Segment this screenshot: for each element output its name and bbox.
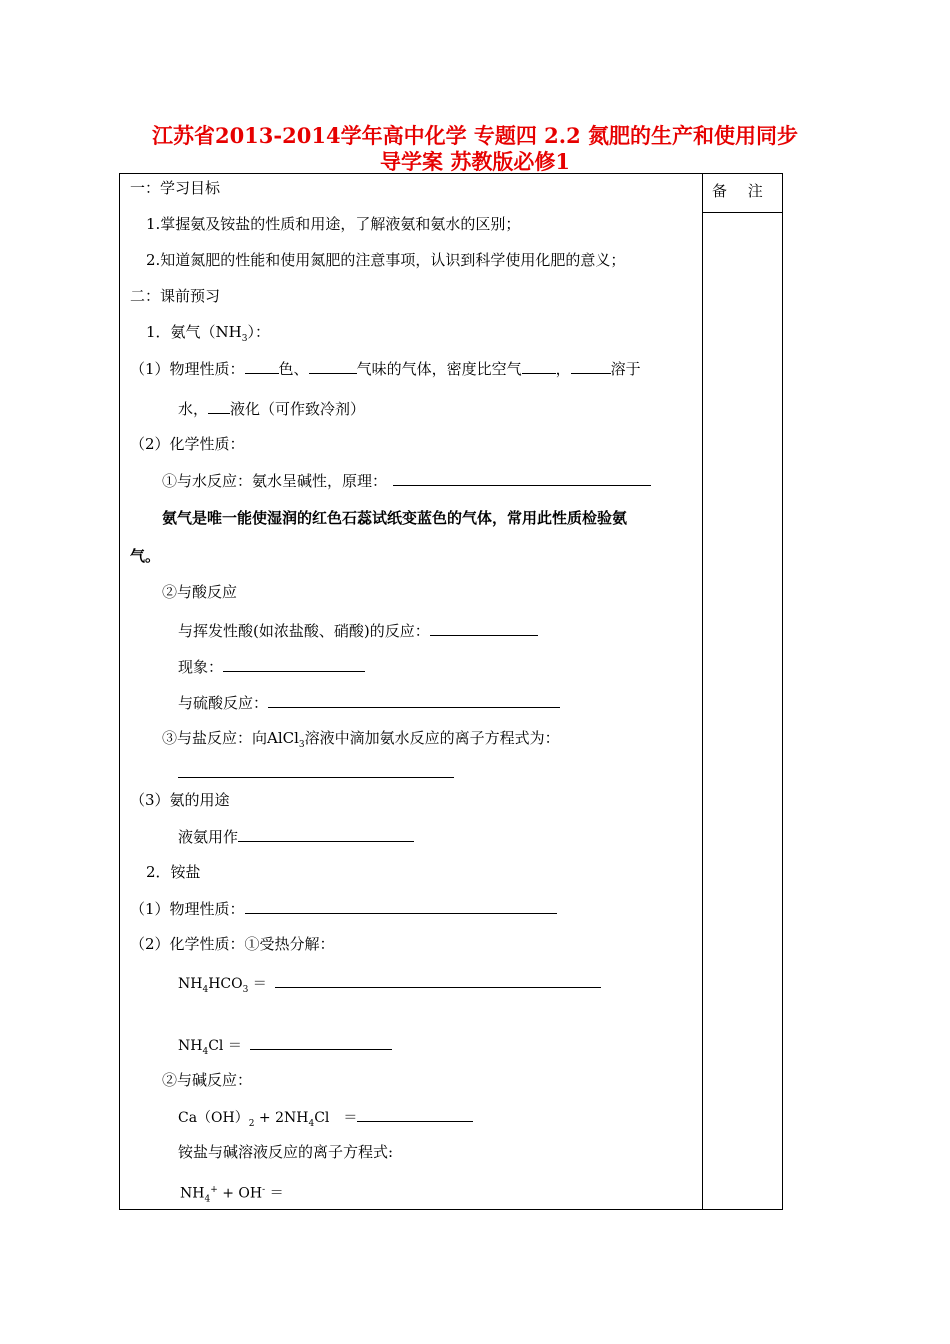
notes-column-divider [702, 173, 703, 1210]
nh4hco3-sub2: 3 [242, 984, 249, 995]
nh4cl-a: NH [178, 1038, 203, 1054]
nh4hco3-b: HCO [208, 976, 243, 992]
water-reaction-blank[interactable] [393, 470, 651, 486]
color-blank[interactable] [245, 358, 279, 374]
ionic-equation [180, 1180, 284, 1209]
ammonia-heading-pre: 1．氨气（NH [146, 323, 242, 341]
ammonium-physical-blank[interactable] [245, 898, 557, 914]
notes-column-header: 备 注 [712, 182, 771, 200]
document-title-line2: 导学案 苏教版必修1 [380, 149, 570, 174]
ammonia-uses-heading: （3）氨的用途 [130, 791, 230, 809]
nh4hco3-equation [178, 972, 601, 1000]
ion-sub: 4 [204, 1194, 211, 1205]
nh4hco3-a: NH [178, 976, 203, 992]
ion-c: ＝ [265, 1185, 284, 1202]
physical-properties-line [130, 358, 641, 379]
ion-b: + OH [217, 1185, 263, 1202]
caoh-sub: 2 [248, 1118, 255, 1129]
chemical-properties-heading: （2）化学性质： [130, 435, 245, 453]
phys-text-1: 色、 [278, 360, 309, 378]
solubility-blank[interactable] [571, 358, 611, 374]
liquid-ammonia-blank[interactable] [238, 826, 414, 842]
odor-blank[interactable] [309, 358, 357, 374]
caoh-sub2: 4 [308, 1118, 315, 1129]
physical-properties-line2 [178, 398, 365, 419]
physical-properties-label: （1）物理性质： [130, 360, 245, 378]
liquid-ammonia-line [178, 826, 414, 847]
nh4cl-b: Cl ＝ [208, 1038, 247, 1054]
notes-header-separator [702, 212, 783, 213]
phenomenon-label: 现象： [178, 658, 224, 676]
nh4hco3-blank[interactable] [275, 972, 601, 988]
phenomenon-blank[interactable] [223, 656, 365, 672]
salt-reaction-blank[interactable] [178, 762, 454, 778]
volatile-acid-line [178, 620, 538, 641]
phys-text-2: 气味的气体，密度比空气 [356, 360, 522, 378]
volatile-acid-label: 与挥发性酸(如浓盐酸、硝酸)的反应： [178, 622, 430, 640]
phenomenon-line [178, 656, 365, 677]
objective-item-2: 2.知道氮肥的性能和使用氮肥的注意事项，认识到科学使用化肥的意义； [146, 251, 626, 269]
document-title-line1: 江苏省2013-2014学年高中化学 专题四 2.2 氮肥的生产和使用同步 [151, 123, 799, 148]
liquid-ammonia-label: 液氨用作 [178, 828, 239, 846]
ammonium-salts-heading: 2．铵盐 [146, 863, 201, 881]
section-preview-heading: 二：课前预习 [130, 287, 221, 305]
ion-sup1: + [210, 1185, 218, 1195]
bold-note-line2: 气。 [130, 547, 161, 565]
nh4hco3-sub1: 4 [202, 984, 209, 995]
ammonium-physical-line [130, 898, 557, 919]
ion-sup2: - [262, 1185, 266, 1195]
acid-reaction-heading: ②与酸反应 [162, 583, 238, 601]
phys-line2-a: 水， [178, 400, 209, 418]
phys-line2-b: 液化（可作致冷剂） [230, 400, 366, 418]
sulfuric-acid-label: 与硫酸反应： [178, 694, 269, 712]
caoh-c: Cl ＝ [314, 1110, 358, 1126]
water-reaction-line [162, 470, 651, 491]
nh4cl-equation [178, 1034, 392, 1062]
liquefy-blank[interactable] [208, 398, 230, 414]
section-objectives-heading: 一：学习目标 [130, 179, 221, 197]
nh4cl-blank[interactable] [250, 1034, 392, 1050]
ammonia-heading-sub: 3 [241, 334, 248, 344]
objective-item-1: 1.掌握氨及铵盐的性质和用途，了解液氨和氨水的区别； [146, 215, 521, 233]
ammonium-chemical-line: （2）化学性质：①受热分解： [130, 935, 335, 953]
salt-reaction-line [162, 728, 560, 755]
caoh-blank[interactable] [357, 1106, 473, 1122]
salt-reaction-sub: 3 [298, 740, 305, 750]
caoh-equation [178, 1106, 473, 1134]
caoh-a: Ca（OH） [178, 1110, 249, 1126]
ammonium-physical-label: （1）物理性质： [130, 900, 245, 918]
ammonia-heading [146, 322, 270, 349]
nh4hco3-eq: ＝ [248, 976, 272, 992]
sulfuric-acid-blank[interactable] [268, 692, 560, 708]
base-reaction-heading: ②与碱反应： [162, 1071, 253, 1089]
salt-reaction-pre: ③与盐反应：向AlCl [162, 729, 299, 747]
sulfuric-acid-line [178, 692, 560, 713]
volatile-acid-blank[interactable] [430, 620, 538, 636]
ion-a: NH [180, 1185, 205, 1202]
phys-text-4: 溶于 [610, 360, 641, 378]
salt-reaction-post: 溶液中滴加氨水反应的离子方程式为： [304, 729, 560, 747]
bold-note-line1: 氨气是唯一能使湿润的红色石蕊试纸变蓝色的气体，常用此性质检验氨 [162, 509, 628, 527]
nh4cl-sub: 4 [202, 1046, 209, 1057]
caoh-b: + 2NH [254, 1110, 309, 1126]
ammonia-heading-post: ）： [247, 323, 270, 341]
ionic-equation-heading: 铵盐与碱溶液反应的离子方程式: [178, 1143, 394, 1161]
density-blank[interactable] [522, 358, 556, 374]
phys-text-3: ， [555, 360, 571, 378]
water-reaction-label: ①与水反应：氨水呈碱性，原理： [162, 472, 388, 490]
